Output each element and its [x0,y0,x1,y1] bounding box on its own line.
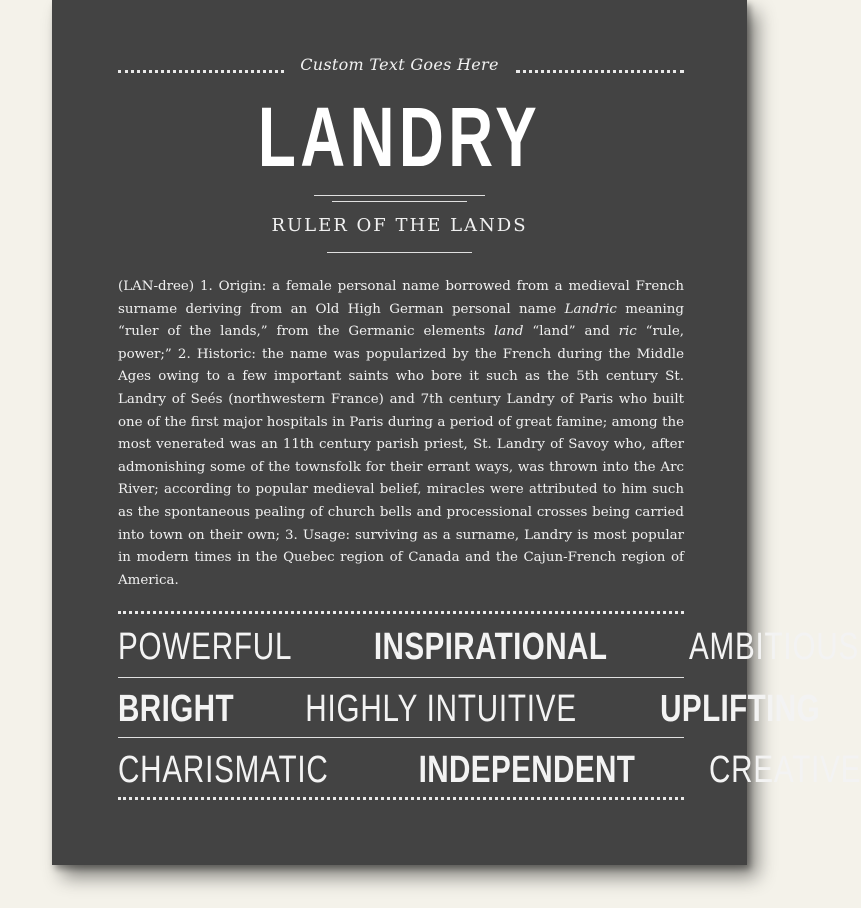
trait-row-2 [118,687,820,731]
trait-word: INSPIRATIONAL [374,626,608,668]
definition-landric: Landric [564,301,617,317]
definition-land: land [494,324,524,340]
name-meaning: RULER OF THE LANDS [271,215,528,236]
definition-ric: ric [618,324,637,340]
traits-top-dotted-divider [118,611,684,614]
name-underline-long [314,195,485,196]
trait-word: BRIGHT [118,688,234,730]
trait-word: INDEPENDENT [418,749,636,791]
meaning-underline [327,252,472,253]
definition-text-4: “rule, power;” 2. Historic: the name was popularized by the French during the Middle Ages owing to a few important saints who bore it such as the 5th century St. Landry of Seés (northwestern France) and 7th century Landry of Paris who built one of the first major hospitals in Paris during a period of great famine; among the most venerated was an 11th century parish priest, St. Landry of Savoy who, after admonishing some of the townsfolk for their errant ways, was thrown into the Arc River; according to popular medieval belief, miracles were attributed to him such as the spontaneous pealing of church bells and processional crosses being carried into town on their own; 3. Usage: surviving as a surname, Landry is most popular in modern times in the Quebec region of Canada and the Cajun-French region of America. [118,324,685,588]
traits-divider-1 [118,677,684,678]
definition-text-1: (LAN-dree) 1. Origin: a female personal name borrowed from a medieval French surname deriving from an Old High German personal name [118,279,684,317]
trait-word: UPLIFTING [659,688,820,730]
name-underline-short [332,201,467,202]
definition-text-2: meaning “ruler of the lands,” from the Germanic elements [118,301,684,340]
definition-text-3: “land” and [523,324,619,340]
custom-text: Custom Text Goes Here [300,55,499,74]
name-poster [52,0,861,865]
trait-word: POWERFUL [118,626,293,668]
trait-word: AMBITIOUS [688,626,859,668]
trait-word: CHARISMATIC [118,749,329,791]
trait-row-3 [118,748,861,792]
name-title: LANDRY [257,90,542,184]
traits-divider-2 [118,737,684,738]
trait-word: HIGHLY INTUITIVE [304,688,577,730]
traits-bottom-dotted-divider [118,797,684,800]
trait-word: CREATIVE [708,749,861,791]
name-definition [118,276,684,592]
trait-row-1 [118,625,859,669]
